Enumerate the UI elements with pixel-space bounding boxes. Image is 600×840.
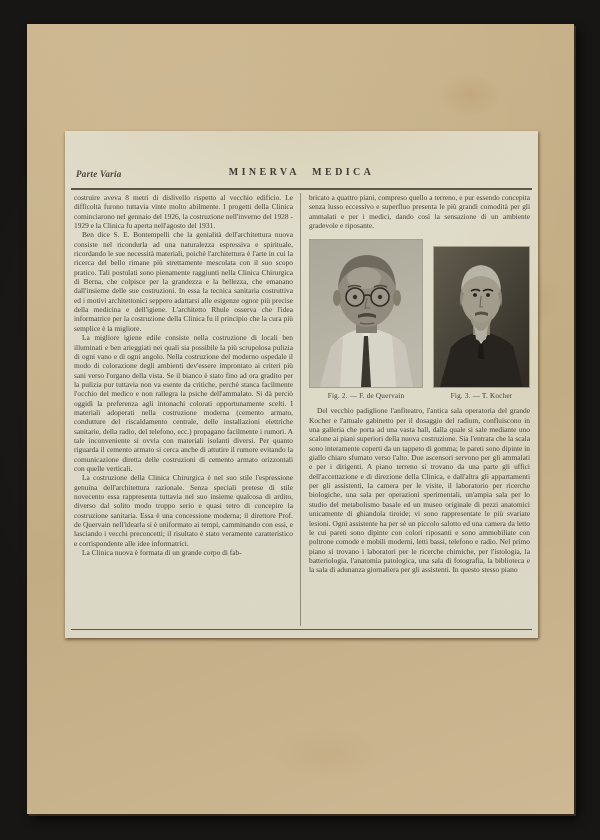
portrait-photo-kocher <box>434 247 529 387</box>
paragraph: Del vecchio padiglione l'anfiteatro, l'antica sala operatoria del grande Kocher e l'attuale gabinetto per il dosaggio del radium, confluiscono in una galleria che porta ad una vasta hall, dalla quale si sale mediante uno scalone ai piani superiori della nuova costruzione. Sia l'entrata che la scala sono interamente coperti da un tappeto di gomma; le pareti sono dipinte in giallo chiaro sfumato verso l'alto. Due ascensori servono per gli ammalati e per i dirigenti. A piano terreno si trovano da una parte gli uffici dell'accettazione e di direzione della Clinica, e dall'altra gli appartamenti per gli assistenti, la camera per le visite, il laboratorio per ricerche biologiche, una sala per operazioni sperimentali, un'ampia sala per lo studio del metabolismo basale ed un museo originale di pezzi anatomici unicamente di ghiandola tiroide; vi sono rappresentate le più svariate lesioni. Ogni assistente ha per sè un piccolo salotto ed una camera da letto le cui pareti sono dipinte con colori riposanti e sono ammobiliate con poltrone comode e mobili moderni, letti bassi, telefono e radio. Nel primo piano si trovano i laboratori per le ricerche chimiche, per l'istologia, la batteriologia, l'anatomia patologica, una sala di fotografia, la biblioteca e la sala di adunanza giornaliera per gli assistenti. In questo stesso piano <box>309 406 530 575</box>
article-columns <box>74 193 530 626</box>
paragraph: La Clinica nuova è formata di un grande corpo di fab- <box>82 548 242 558</box>
paragraph: costruire aveva 8 metri di dislivello rispetto al vecchio edificio. Le difficoltà furono tuttavia vinte molto abilmente. I progetti della Clinica cominciarono nel gennaio del 1926, la costruzione nell'inverno del 1928 - 1929 e la Clinica fu aperta nell'agosto del 1931. <box>74 193 293 231</box>
journal-clipping <box>65 131 538 638</box>
paragraph: bricato a quattro piani, compreso quello a terreno, e pur essendo concepita senza lusso eccessivo e superfluo presenta le più grandi comodità per gli ammalati e per i medici, dando così la sensazione di un ambiente gradevole e riposante. <box>309 193 530 231</box>
figure-de-quervain <box>310 240 422 400</box>
running-head <box>73 167 530 182</box>
right-column <box>300 193 530 626</box>
portrait-photo-de-quervain <box>310 240 422 387</box>
paragraph: La costruzione della Clinica Chirurgica è nel suo stile l'espressione genuina dell'architettura razionale. Senza speciali pretese di stile novecento essa rappresenta tuttavia nel suo insieme qualcosa di ardito, diverso dal solito modo troppo serio e quasi tetro di concepire la costruzione sanitaria. Essa è una concessione moderna; il direttore Prof. de Quervain nell'idearla si è uniformato ai tempi, camminando con essi, e lasciando i vecchi preconcetti; il risultato è stato veramente caratteristico e corrispondente alle idee informatrici. <box>74 473 293 548</box>
paragraph: La migliore igiene edile consiste nella costruzione di locali ben illuminati e ben arieggiati nei quali sia possibile la più scrupolosa pulizia di ogni vano e di ogni angolo. Nella costruzione del moderno ospedale il modo di colorazione degli ambienti dev'essere improntato ai criteri più sani verso l'organo della vista. Se il bianco è stato fino ad ora gradito per la pulizia pur tuttavia non va esente da critiche, perchè stanca facilmente l'occhio del medico e non rallegra la psiche dell'ammalato. Si dà perciò oggidì la preferenza agli intonachi colorati opportunamente scelti. I materiali adoperati nella costruzione moderna (cemento armato, condutture del riscaldamento centrale, delle installazioni elettriche sanitarie, della radio, del telefono, ecc.) propagano facilmente i rumori. A tale inconveniente si ovvia con materiali isolanti diversi. Per quanto riguarda il cemento armato si cerca anche di attutire il rumore evitando la comunicazione diretta delle costruzioni di cemento armato orizzontali con quelle verticali. <box>74 333 293 473</box>
section-label: Parte Varia <box>76 169 122 179</box>
figure-caption: Fig. 2. — F. de Quervain <box>327 392 405 401</box>
figure-row <box>310 240 529 400</box>
footer-rule <box>71 629 532 630</box>
figure-kocher <box>434 247 529 400</box>
paragraph: Ben dice S. E. Bontempelli che la genialità dell'architettura nuova consiste nel ricondurla ad una naturalezza espressiva e spirituale, ricordando le sue necessità materiali, poichè l'architettura è l'arte in cui la ricerca del bello rimane più strettamente mescolata con il suo scopo pratico. Tali postulati sono pienamente raggiunti nella Clinica Chirurgica di Berna, che colpisce per la grandezza e la bellezza, che emanano dall'insieme delle sue costruzioni. In essa la tecnica sanitaria costruttiva ed i motivi architettonici seppero adattarsi alle esigenze ognor più precise della medicina e dell'igiene. L'architetto Rhule osserva che l'idea informatrice per la costruzione della Clinica fu il principio che la cura più semplice è la migliore. <box>74 230 293 333</box>
journal-title: MINERVA MEDICA <box>228 167 375 178</box>
archive-mat-board <box>27 24 574 814</box>
header-rule <box>71 188 532 190</box>
figure-caption: Fig. 3. — T. Kocher <box>450 392 513 401</box>
left-column <box>74 193 300 626</box>
